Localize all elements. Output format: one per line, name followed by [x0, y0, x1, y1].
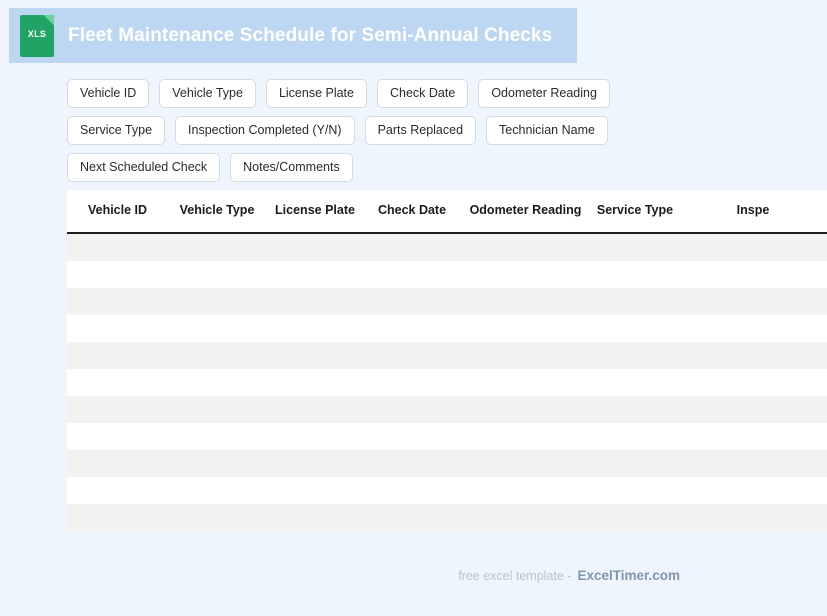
table-cell[interactable]	[168, 233, 266, 261]
table-cell[interactable]	[591, 477, 679, 504]
table-cell[interactable]	[266, 261, 364, 288]
table-header	[67, 190, 827, 233]
table-cell[interactable]	[266, 504, 364, 531]
field-chip-service-type[interactable]: Service Type	[67, 116, 165, 145]
table-cell[interactable]	[679, 423, 827, 450]
field-chip-odometer-reading[interactable]: Odometer Reading	[478, 79, 610, 108]
table-cell[interactable]	[67, 315, 168, 342]
table-row[interactable]	[67, 315, 827, 342]
table-cell[interactable]	[591, 504, 679, 531]
table-cell[interactable]	[364, 369, 460, 396]
table-cell[interactable]	[168, 504, 266, 531]
header-banner	[9, 8, 577, 63]
field-chip-notes-comments[interactable]: Notes/Comments	[230, 153, 353, 182]
table-cell[interactable]	[460, 504, 591, 531]
data-table-container	[67, 190, 770, 540]
table-cell[interactable]	[364, 315, 460, 342]
table-cell[interactable]	[168, 423, 266, 450]
table-header-row	[67, 190, 827, 233]
table-cell[interactable]	[168, 342, 266, 369]
table-cell[interactable]	[168, 315, 266, 342]
table-cell[interactable]	[591, 342, 679, 369]
field-chip-vehicle-id[interactable]: Vehicle ID	[67, 79, 149, 108]
table-row[interactable]	[67, 504, 827, 531]
table-cell[interactable]	[364, 450, 460, 477]
table-cell[interactable]	[67, 450, 168, 477]
table-cell[interactable]	[679, 504, 827, 531]
table-cell[interactable]	[679, 369, 827, 396]
table-cell[interactable]	[679, 342, 827, 369]
table-cell[interactable]	[67, 423, 168, 450]
field-chip-technician-name[interactable]: Technician Name	[486, 116, 608, 145]
footer	[458, 568, 680, 583]
column-header-service-type[interactable]: Service Type	[591, 190, 679, 233]
table-cell[interactable]	[591, 423, 679, 450]
table-cell[interactable]	[266, 450, 364, 477]
field-chip-inspection-completed[interactable]: Inspection Completed (Y/N)	[175, 116, 355, 145]
table-row[interactable]	[67, 423, 827, 450]
table-cell[interactable]	[591, 396, 679, 423]
table-row[interactable]	[67, 233, 827, 261]
table-cell[interactable]	[364, 342, 460, 369]
table-cell[interactable]	[364, 423, 460, 450]
table-cell[interactable]	[460, 342, 591, 369]
table-cell[interactable]	[266, 423, 364, 450]
table-cell[interactable]	[67, 288, 168, 315]
table-body	[67, 233, 827, 531]
table-cell[interactable]	[168, 369, 266, 396]
table-row[interactable]	[67, 369, 827, 396]
table-cell[interactable]	[364, 504, 460, 531]
table-cell[interactable]	[168, 477, 266, 504]
table-cell[interactable]	[168, 450, 266, 477]
table-row[interactable]	[67, 477, 827, 504]
field-chip-vehicle-type[interactable]: Vehicle Type	[159, 79, 256, 108]
field-chip-list	[67, 79, 637, 182]
table-cell[interactable]	[591, 288, 679, 315]
field-chip-check-date[interactable]: Check Date	[377, 79, 468, 108]
table-cell[interactable]	[460, 369, 591, 396]
table-cell[interactable]	[364, 396, 460, 423]
table-cell[interactable]	[266, 288, 364, 315]
table-cell[interactable]	[591, 369, 679, 396]
table-cell[interactable]	[591, 450, 679, 477]
table-cell[interactable]	[168, 288, 266, 315]
column-header-odometer-reading[interactable]: Odometer Reading	[460, 190, 591, 233]
column-header-license-plate[interactable]: License Plate	[266, 190, 364, 233]
table-cell[interactable]	[67, 477, 168, 504]
column-header-check-date[interactable]: Check Date	[364, 190, 460, 233]
footer-free-text: free excel template -	[458, 569, 572, 583]
excel-file-icon	[20, 15, 54, 57]
table-cell[interactable]	[266, 369, 364, 396]
table-row[interactable]	[67, 288, 827, 315]
field-chip-license-plate[interactable]: License Plate	[266, 79, 367, 108]
data-table	[67, 190, 827, 531]
table-cell[interactable]	[679, 233, 827, 261]
table-cell[interactable]	[679, 396, 827, 423]
table-row[interactable]	[67, 396, 827, 423]
table-cell[interactable]	[67, 504, 168, 531]
table-cell[interactable]	[266, 477, 364, 504]
table-cell[interactable]	[364, 261, 460, 288]
table-cell[interactable]	[168, 396, 266, 423]
table-row[interactable]	[67, 342, 827, 369]
table-cell[interactable]	[364, 233, 460, 261]
column-header-vehicle-id[interactable]: Vehicle ID	[67, 190, 168, 233]
table-cell[interactable]	[460, 450, 591, 477]
table-cell[interactable]	[364, 477, 460, 504]
table-cell[interactable]	[266, 396, 364, 423]
page-title: Fleet Maintenance Schedule for Semi-Annual Checks	[68, 24, 553, 46]
table-cell[interactable]	[266, 315, 364, 342]
table-cell[interactable]	[67, 369, 168, 396]
column-header-inspection-completed[interactable]: Inspe	[679, 190, 827, 233]
table-cell[interactable]	[67, 342, 168, 369]
footer-brand-link[interactable]: ExcelTimer.com	[577, 568, 680, 583]
table-cell[interactable]	[679, 315, 827, 342]
table-cell[interactable]	[67, 233, 168, 261]
column-header-vehicle-type[interactable]: Vehicle Type	[168, 190, 266, 233]
table-cell[interactable]	[168, 261, 266, 288]
table-row[interactable]	[67, 450, 827, 477]
table-cell[interactable]	[460, 423, 591, 450]
table-cell[interactable]	[591, 261, 679, 288]
table-cell[interactable]	[364, 288, 460, 315]
table-cell[interactable]	[591, 315, 679, 342]
table-cell[interactable]	[67, 261, 168, 288]
table-cell[interactable]	[679, 261, 827, 288]
table-cell[interactable]	[460, 396, 591, 423]
table-cell[interactable]	[460, 315, 591, 342]
table-cell[interactable]	[591, 233, 679, 261]
table-cell[interactable]	[679, 477, 827, 504]
table-cell[interactable]	[679, 288, 827, 315]
table-cell[interactable]	[266, 233, 364, 261]
table-cell[interactable]	[460, 477, 591, 504]
table-row[interactable]	[67, 261, 827, 288]
table-cell[interactable]	[679, 450, 827, 477]
field-chip-parts-replaced[interactable]: Parts Replaced	[365, 116, 476, 145]
table-cell[interactable]	[460, 261, 591, 288]
excel-icon-label: XLS	[27, 28, 47, 39]
table-cell[interactable]	[460, 288, 591, 315]
field-chip-next-scheduled-check[interactable]: Next Scheduled Check	[67, 153, 220, 182]
table-cell[interactable]	[67, 396, 168, 423]
table-cell[interactable]	[460, 233, 591, 261]
table-cell[interactable]	[266, 342, 364, 369]
